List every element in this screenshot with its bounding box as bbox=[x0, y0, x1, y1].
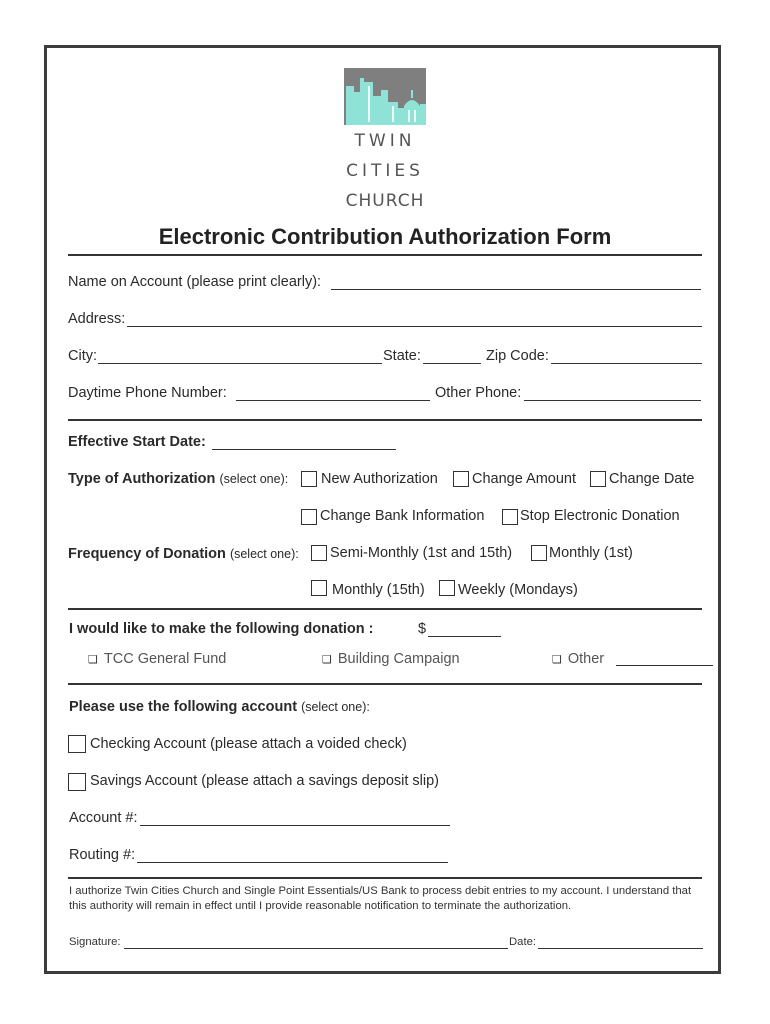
change-amount-label: Change Amount bbox=[472, 471, 576, 487]
change-date-label: Change Date bbox=[609, 471, 695, 487]
checking-account-checkbox[interactable] bbox=[68, 735, 86, 753]
date-field[interactable] bbox=[538, 948, 703, 949]
authorization-statement: I authorize Twin Cities Church and Single Point Essentials/US Bank to process debit entries to my account. I understand that this authority will remain in effect until I provide reasonable notification to terminate the authorization. bbox=[69, 885, 692, 912]
logo-text-church: CHURCH bbox=[345, 191, 425, 211]
address-field[interactable] bbox=[127, 326, 702, 327]
address-label: Address: bbox=[68, 311, 126, 327]
date-label: Date: bbox=[509, 936, 537, 948]
semi-monthly-label: Semi-Monthly (1st and 15th) bbox=[330, 545, 513, 561]
donation-amount-field[interactable] bbox=[428, 636, 501, 637]
weekly-checkbox[interactable] bbox=[439, 580, 455, 596]
routing-number-label: Routing #: bbox=[69, 847, 136, 863]
frequency-label: Frequency of Donation (select one): bbox=[68, 546, 299, 562]
state-label: State: bbox=[383, 348, 421, 364]
monthly-15th-label: Monthly (15th) bbox=[332, 582, 425, 598]
stop-donation-checkbox[interactable] bbox=[502, 509, 518, 525]
logo-text-cities: CITIES bbox=[346, 161, 424, 181]
fund-checkbox-icon: ❑ bbox=[552, 654, 562, 666]
building-campaign-option[interactable]: ❑ Building Campaign bbox=[322, 651, 460, 667]
checking-account-label: Checking Account (please attach a voided check) bbox=[90, 736, 407, 752]
monthly-1st-checkbox[interactable] bbox=[531, 545, 547, 561]
city-field[interactable] bbox=[98, 363, 382, 364]
savings-account-label: Savings Account (please attach a savings deposit slip) bbox=[90, 773, 440, 789]
other-phone-field[interactable] bbox=[524, 400, 701, 401]
weekly-label: Weekly (Mondays) bbox=[458, 582, 578, 598]
other-fund-option[interactable]: ❑ Other bbox=[552, 651, 605, 667]
church-skyline-logo bbox=[344, 68, 426, 125]
currency-symbol: $ bbox=[418, 621, 427, 637]
routing-number-field[interactable] bbox=[137, 862, 448, 863]
account-section-label: Please use the following account (select one): bbox=[69, 699, 370, 715]
general-fund-option[interactable]: ❑ TCC General Fund bbox=[88, 651, 227, 667]
contact-divider bbox=[68, 419, 702, 421]
details-divider bbox=[68, 608, 702, 610]
account-number-field[interactable] bbox=[140, 825, 450, 826]
change-date-checkbox[interactable] bbox=[590, 471, 606, 487]
donation-label: I would like to make the following donation : bbox=[69, 621, 374, 637]
form-title: Electronic Contribution Authorization Form bbox=[158, 224, 612, 249]
start-date-field[interactable] bbox=[212, 449, 396, 450]
other-fund-field[interactable] bbox=[616, 665, 713, 666]
stop-donation-label: Stop Electronic Donation bbox=[520, 508, 680, 524]
state-field[interactable] bbox=[423, 363, 481, 364]
zip-label: Zip Code: bbox=[486, 348, 549, 364]
semi-monthly-checkbox[interactable] bbox=[311, 545, 327, 561]
city-label: City: bbox=[68, 348, 97, 364]
fund-checkbox-icon: ❑ bbox=[322, 654, 332, 666]
zip-field[interactable] bbox=[551, 363, 702, 364]
fund-checkbox-icon: ❑ bbox=[88, 654, 98, 666]
change-amount-checkbox[interactable] bbox=[453, 471, 469, 487]
new-authorization-label: New Authorization bbox=[321, 471, 438, 487]
auth-type-label: Type of Authorization (select one): bbox=[68, 471, 289, 487]
logo-text-twin: TWIN bbox=[354, 131, 416, 151]
monthly-15th-checkbox[interactable] bbox=[311, 580, 327, 596]
savings-account-checkbox[interactable] bbox=[68, 773, 86, 791]
change-bank-label: Change Bank Information bbox=[320, 508, 485, 524]
name-label: Name on Account (please print clearly): bbox=[68, 274, 322, 290]
day-phone-field[interactable] bbox=[236, 400, 430, 401]
signature-field[interactable] bbox=[124, 948, 508, 949]
new-authorization-checkbox[interactable] bbox=[301, 471, 317, 487]
day-phone-label: Daytime Phone Number: bbox=[68, 385, 227, 401]
other-phone-label: Other Phone: bbox=[435, 385, 522, 401]
start-date-label: Effective Start Date: bbox=[68, 434, 206, 450]
name-field[interactable] bbox=[331, 289, 701, 290]
change-bank-checkbox[interactable] bbox=[301, 509, 317, 525]
monthly-1st-label: Monthly (1st) bbox=[549, 545, 633, 561]
account-divider bbox=[68, 877, 702, 879]
donation-divider bbox=[68, 683, 702, 685]
account-number-label: Account #: bbox=[69, 810, 138, 826]
title-divider bbox=[68, 254, 702, 256]
signature-label: Signature: bbox=[69, 936, 121, 948]
